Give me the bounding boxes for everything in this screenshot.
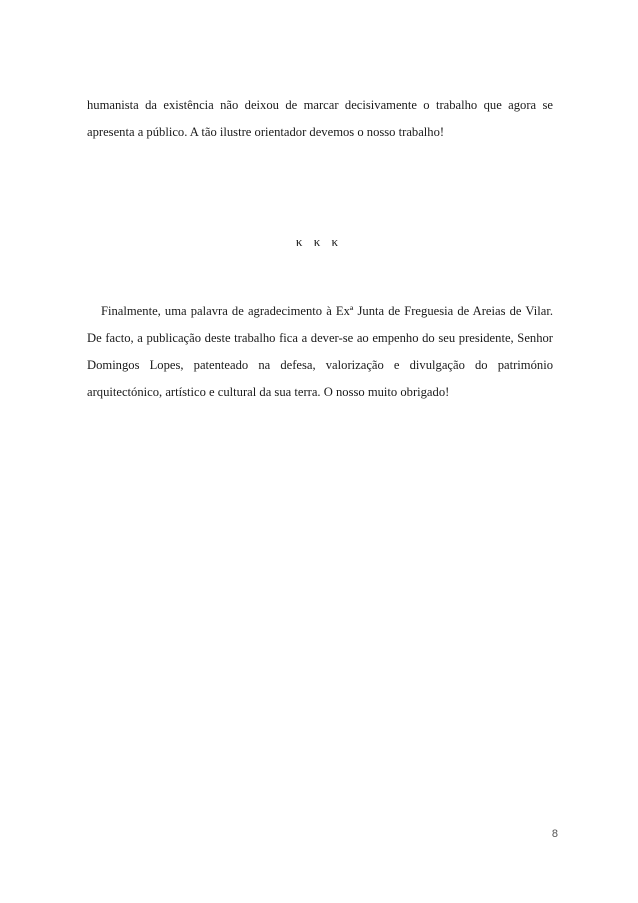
section-separator: κ κ κ xyxy=(295,234,343,249)
paragraph-acknowledgement: Finalmente, uma palavra de agradecimento à Exª Junta de Freguesia de Areias de Vilar. De facto, a publicação deste trabalho fica a dever-se ao empenho do seu presidente, Senhor Domingos Lopes, patenteado na defesa, valorização e divulgação do património arquitectónico, artístico e cultural da sua terra. O nosso muito obrigado! xyxy=(87,304,553,399)
paragraph-continuation: humanista da existência não deixou de marcar decisivamente o trabalho que agora se apresenta a público. A tão ilustre orientador devemos o nosso trabalho! xyxy=(87,98,553,139)
paragraph-block-top xyxy=(87,92,553,146)
page-number: 8 xyxy=(551,828,558,840)
paragraph-block-bottom xyxy=(87,298,553,406)
